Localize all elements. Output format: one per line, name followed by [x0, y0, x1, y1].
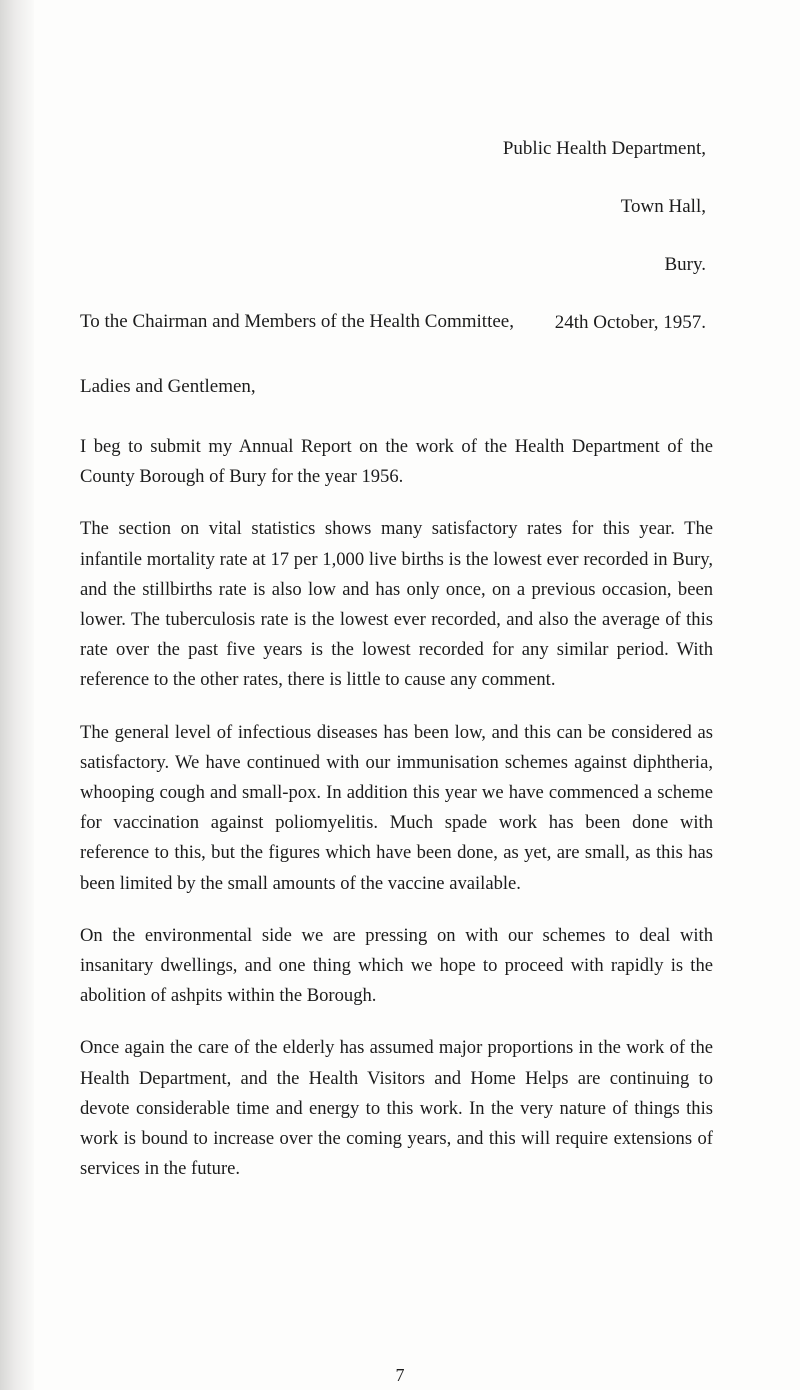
salutation-block	[80, 311, 514, 398]
department-line: Public Health Department,	[502, 138, 706, 159]
paragraph-elderly-care	[80, 1033, 713, 1184]
paragraph-text: The general level of infectious diseases has been low, and this can be considered as satisfactory. We have continued with our immunisation schemes against diphtheria, whooping cough and small-pox. In addition this year we have commenced a scheme for vaccination against poliomyelitis. Much spade work has been done with reference to this, but the figures which have been done, as yet, are small, as this has been limited by the small amounts of the vaccine available.	[80, 721, 713, 894]
greeting-line: Ladies and Gentlemen,	[80, 376, 256, 397]
paragraph-text: Once again the care of the elderly has assumed major proportions in the work of the Health Department, and the Health Visitors and Home Helps are continuing to devote considerable time and energy to this work. In the very nature of things this work is bound to increase over the coming years, and this will require extensions of services in the future.	[80, 1037, 713, 1180]
town-line: Bury.	[664, 254, 706, 275]
page-number: 7	[395, 1365, 405, 1385]
letter-date: 24th October, 1957.	[554, 312, 706, 333]
letterhead-address	[503, 120, 706, 352]
letter-body	[80, 432, 713, 1206]
paragraph-text: The section on vital statistics shows many satisfactory rates for this year. The infantile mortality rate at 17 per 1,000 live births is the lowest ever recorded in Bury, and the stillbirths rate is also low and has only once, on a previous occasion, been lower. The tuberculosis rate is the lowest ever recorded, and also the average of this rate over the past five years is the lowest recorded for any similar period. With reference to the other rates, there is little to cause any comment.	[80, 518, 713, 691]
paragraph-infectious-diseases	[80, 718, 713, 899]
town-hall-line: Town Hall,	[620, 196, 706, 217]
paragraph-text: On the environmental side we are pressing on with our schemes to deal with insanitary dwellings, and one thing which we hope to proceed with rapidly is the abolition of ashpits within the Borough.	[80, 924, 713, 1007]
paragraph-text: I beg to submit my Annual Report on the work of the Health Department of the County Borough of Bury for the year 1956.	[80, 436, 713, 488]
addressee-line: To the Chairman and Members of the Health Committee,	[80, 311, 514, 332]
paragraph-report-intro	[80, 432, 713, 492]
paragraph-vital-statistics	[80, 514, 713, 695]
paragraph-environmental	[80, 921, 713, 1012]
